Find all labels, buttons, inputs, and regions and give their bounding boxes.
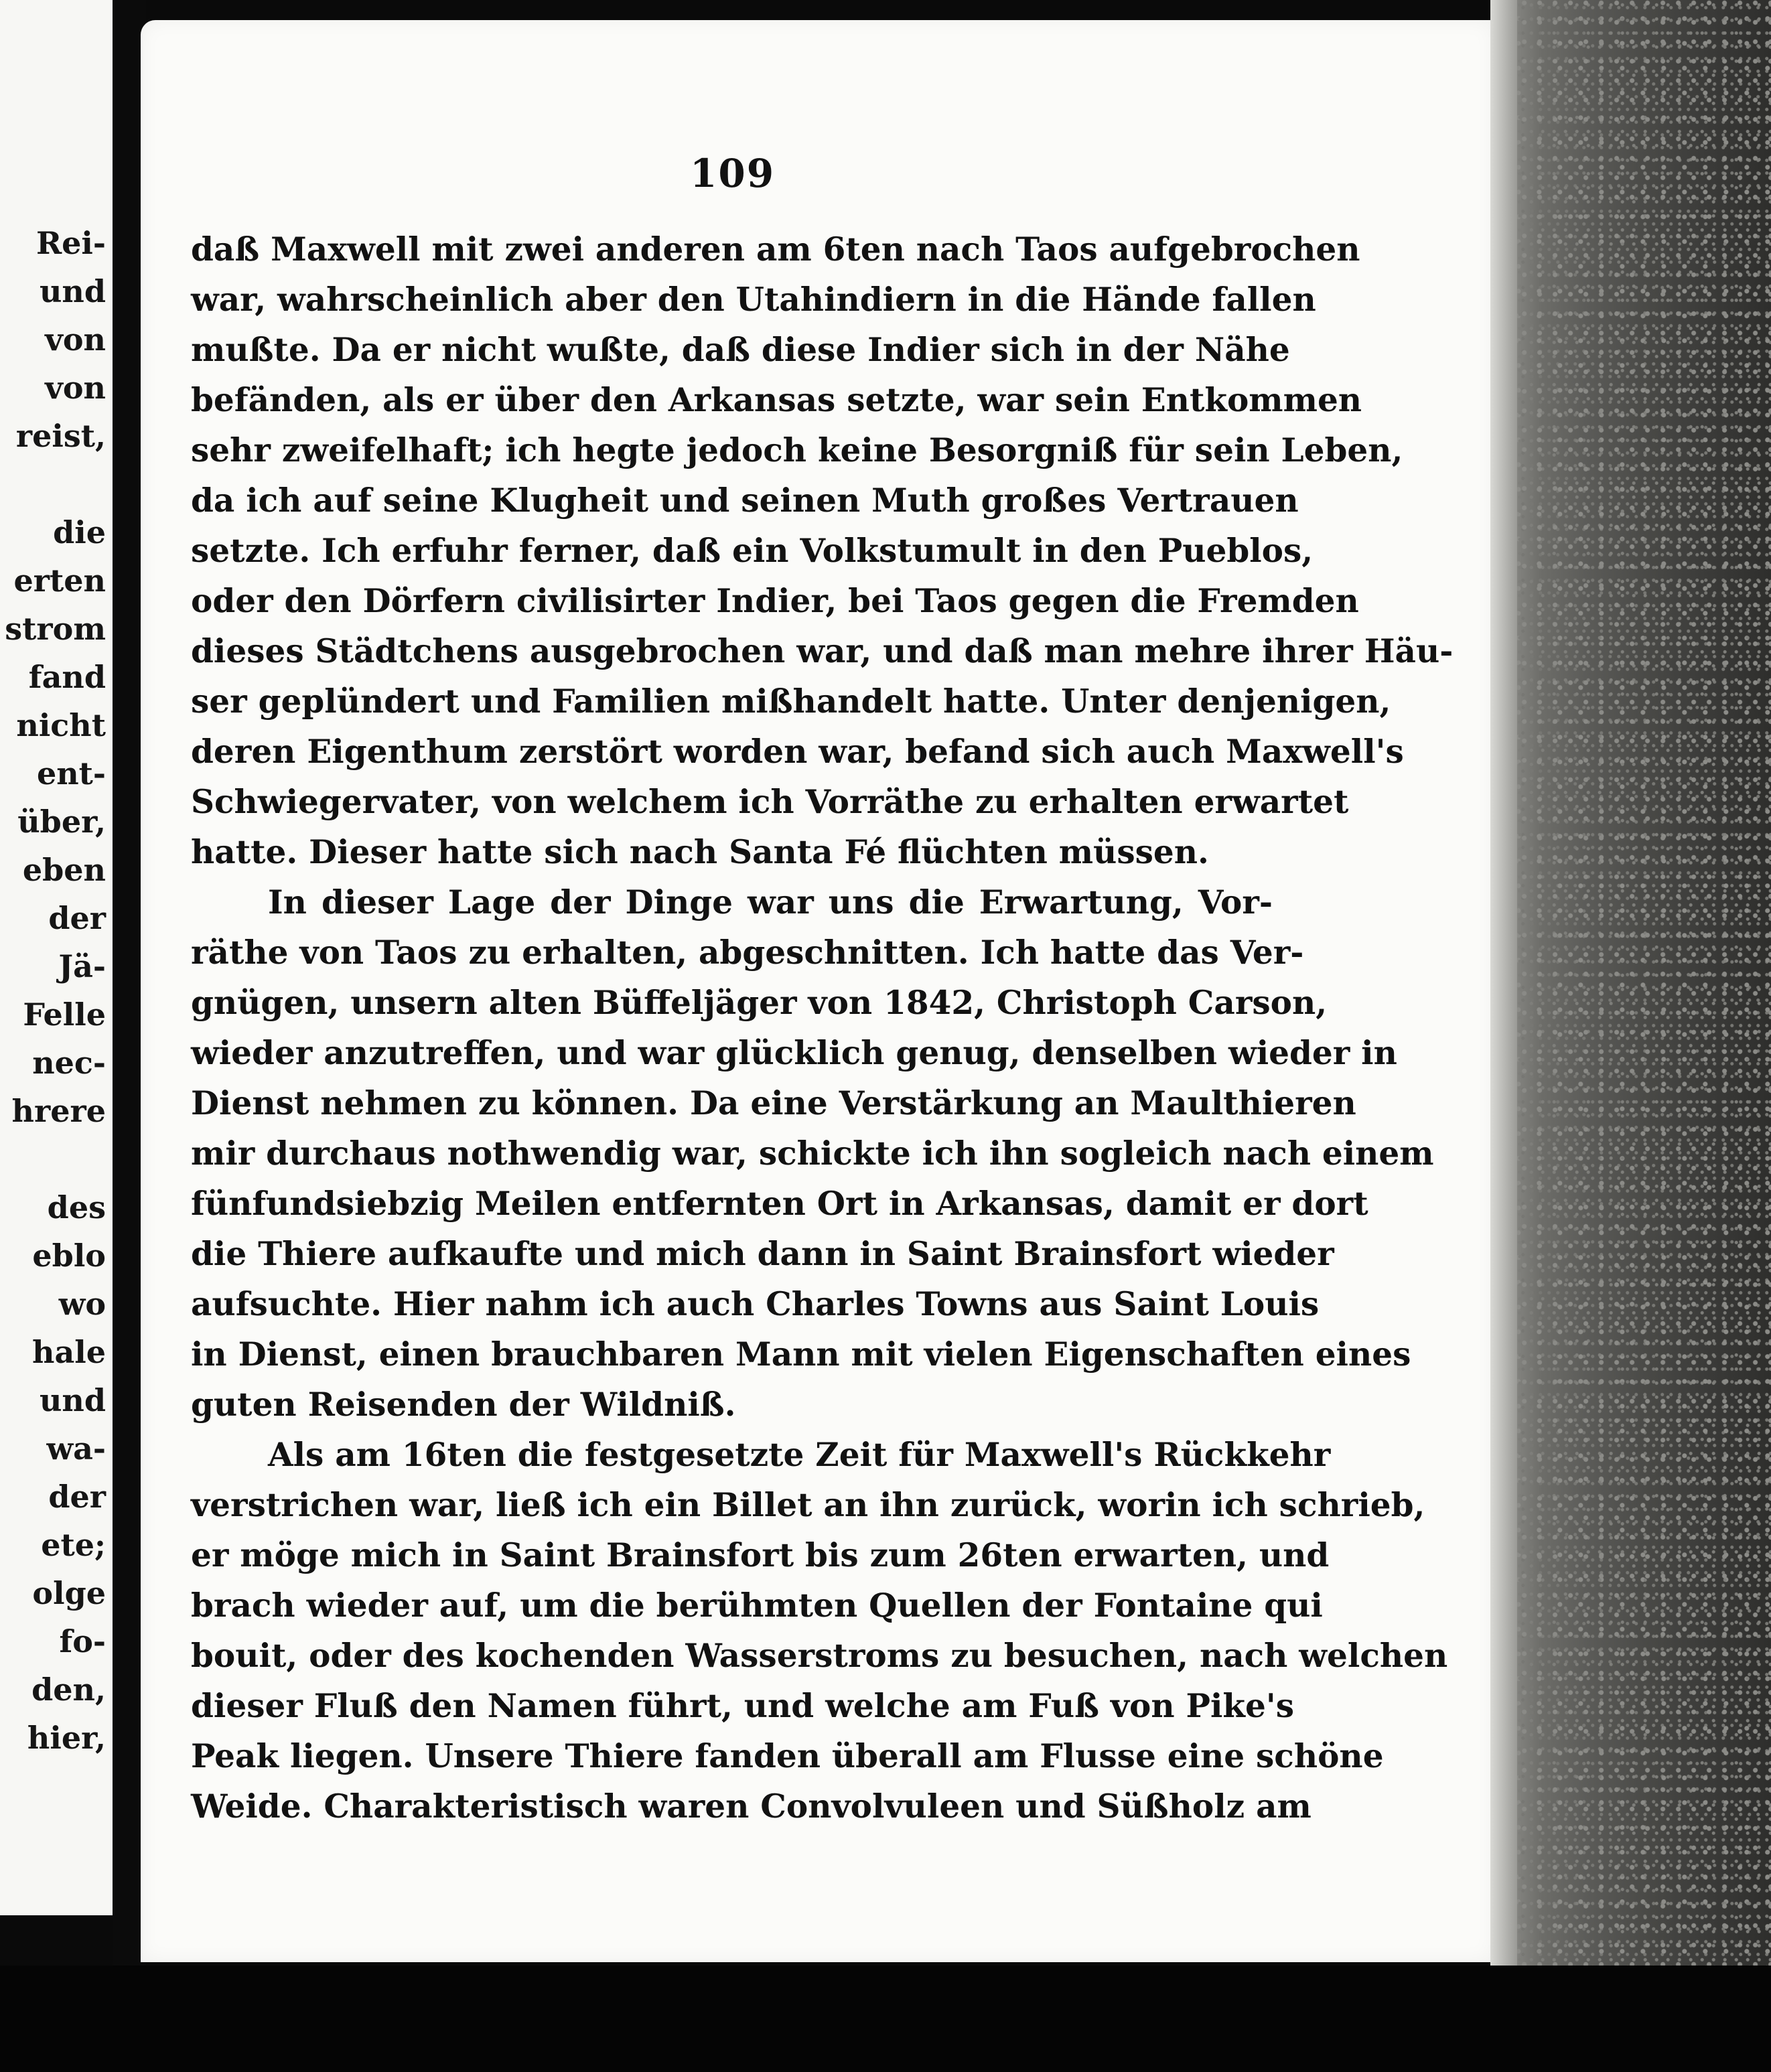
facing-page-fragment: erten xyxy=(13,563,106,599)
facing-page-fragment: wo xyxy=(58,1286,106,1322)
facing-page-fragment: der xyxy=(48,1479,106,1515)
facing-page-fragment: eben xyxy=(22,852,106,888)
text-line: oder den Dörfern civilisirter Indier, bei Taos gegen die Fremden xyxy=(191,582,1359,620)
facing-page-fragment: wa- xyxy=(46,1430,106,1467)
text-line: deren Eigenthum zerstört worden war, befand sich auch Maxwell's xyxy=(191,733,1404,771)
text-line: räthe von Taos zu erhalten, abgeschnitten. Ich hatte das Ver- xyxy=(191,934,1304,972)
text-line: setzte. Ich erfuhr ferner, daß ein Volkstumult in den Pueblos, xyxy=(191,532,1314,570)
facing-page-fragment: des xyxy=(47,1189,106,1226)
facing-page-fragment: strom xyxy=(5,611,106,647)
text-line: Schwiegervater, von welchem ich Vorräthe zu erhalten erwartet xyxy=(191,783,1349,821)
text-line: Dienst nehmen zu können. Da eine Verstärkung an Maulthieren xyxy=(191,1084,1356,1122)
text-line: wieder anzutreffen, und war glücklich genug, denselben wieder in xyxy=(191,1034,1397,1072)
text-line: ser geplündert und Familien mißhandelt hatte. Unter denjenigen, xyxy=(191,682,1391,721)
facing-page-fragment: olge xyxy=(32,1575,106,1611)
facing-page-fragment: Rei- xyxy=(36,225,106,261)
text-line: mußte. Da er nicht wußte, daß diese Indier sich in der Nähe xyxy=(191,331,1290,369)
facing-page-fragment: und xyxy=(39,1382,106,1418)
text-line: hatte. Dieser hatte sich nach Santa Fé flüchten müssen. xyxy=(191,833,1209,871)
text-line: bouit, oder des kochenden Wasserstroms zu besuchen, nach welchen xyxy=(191,1637,1448,1675)
facing-page-fragment: fo- xyxy=(59,1623,106,1659)
facing-page-fragment: reist, xyxy=(15,418,106,454)
text-line: In dieser Lage der Dinge war uns die Erwartung, Vor- xyxy=(268,883,1273,921)
facing-page-fragment: und xyxy=(39,273,106,309)
text-line: daß Maxwell mit zwei anderen am 6ten nach Taos aufgebrochen xyxy=(191,230,1360,269)
text-line: aufsuchte. Hier nahm ich auch Charles Towns aus Saint Louis xyxy=(191,1285,1320,1323)
text-line: er möge mich in Saint Brainsfort bis zum 26ten erwarten, und xyxy=(191,1536,1330,1574)
facing-page-fragment: von xyxy=(45,370,106,406)
text-line: gnügen, unsern alten Büffeljäger von 1842, Christoph Carson, xyxy=(191,984,1328,1022)
facing-page-fragment: der xyxy=(48,900,106,936)
facing-page-fragment: über, xyxy=(17,804,106,840)
facing-page-fragment: hale xyxy=(32,1334,106,1370)
facing-page-fragment: die xyxy=(53,514,106,550)
facing-page-fragment: ete; xyxy=(41,1527,106,1563)
text-line: dieses Städtchens ausgebrochen war, und daß man mehre ihrer Häu- xyxy=(191,632,1454,670)
facing-page-fragment: nicht xyxy=(16,707,106,743)
text-line: war, wahrscheinlich aber den Utahindiern in die Hände fallen xyxy=(191,281,1316,319)
body-text xyxy=(191,224,1454,1832)
text-line: in Dienst, einen brauchbaren Mann mit vielen Eigenschaften eines xyxy=(191,1335,1411,1374)
facing-page-fragment: Felle xyxy=(23,996,106,1033)
facing-page-fragment: von xyxy=(45,321,106,358)
text-line: Als am 16ten die festgesetzte Zeit für Maxwell's Rückkehr xyxy=(268,1436,1331,1474)
page-number: 109 xyxy=(690,151,776,196)
text-line: Peak liegen. Unsere Thiere fanden überall am Flusse eine schöne xyxy=(191,1737,1384,1775)
text-line: verstrichen war, ließ ich ein Billet an ihn zurück, worin ich schrieb, xyxy=(191,1486,1425,1524)
text-line: brach wieder auf, um die berühmten Quellen der Fontaine qui xyxy=(191,1586,1323,1625)
facing-page-fragment: Jä- xyxy=(58,948,106,984)
page-edge-highlight xyxy=(1490,0,1517,2072)
text-line: fünfundsiebzig Meilen entfernten Ort in Arkansas, damit er dort xyxy=(191,1185,1368,1223)
text-line: dieser Fluß den Namen führt, und welche am Fuß von Pike's xyxy=(191,1687,1295,1725)
facing-page-fragment: eblo xyxy=(32,1238,106,1274)
page-edge-binding xyxy=(1490,0,1771,2072)
text-line: Weide. Charakteristisch waren Convolvuleen und Süßholz am xyxy=(191,1787,1312,1826)
text-line: befänden, als er über den Arkansas setzte, war sein Entkommen xyxy=(191,381,1362,419)
facing-page-fragment: hier, xyxy=(27,1720,106,1756)
text-line: da ich auf seine Klugheit und seinen Muth großes Vertrauen xyxy=(191,482,1299,520)
scan-background xyxy=(0,1966,1771,2072)
text-line: mir durchaus nothwendig war, schickte ich ihn sogleich nach einem xyxy=(191,1134,1434,1173)
text-line: die Thiere aufkaufte und mich dann in Saint Brainsfort wieder xyxy=(191,1235,1334,1273)
facing-page-fragment: ent- xyxy=(36,755,106,792)
facing-page-fragment: hrere xyxy=(11,1093,106,1129)
facing-page-fragment: nec- xyxy=(32,1045,106,1081)
facing-page-left xyxy=(0,0,117,1915)
text-line: guten Reisenden der Wildniß. xyxy=(191,1386,736,1424)
facing-page-fragment: fand xyxy=(28,659,106,695)
text-line: sehr zweifelhaft; ich hegte jedoch keine Besorgniß für sein Leben, xyxy=(191,431,1403,469)
facing-page-fragment: den, xyxy=(31,1672,106,1708)
